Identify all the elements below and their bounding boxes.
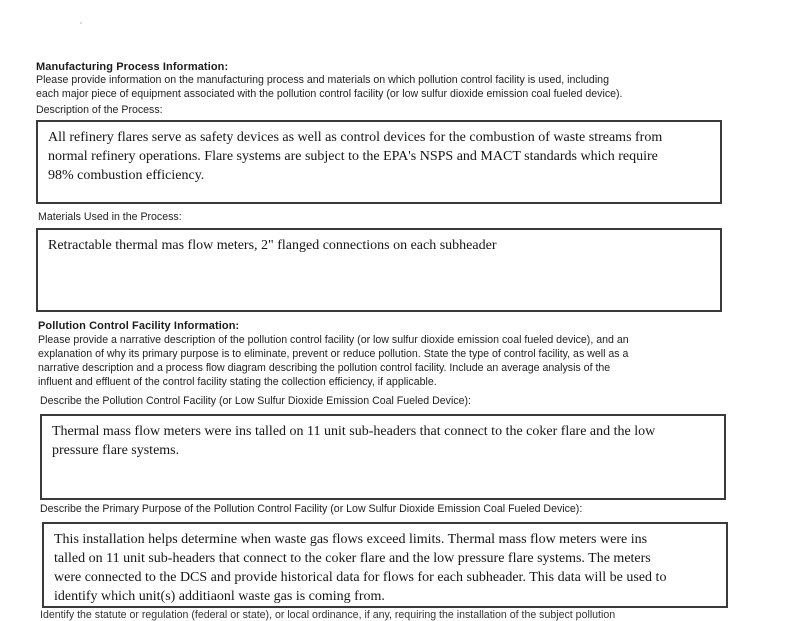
description-text bbox=[38, 122, 720, 185]
text-line: were connected to the DCS and provide historical data for flows for each subheader. This data will be used to bbox=[54, 570, 667, 585]
materials-text bbox=[38, 230, 720, 255]
instruction-line: explanation of why its primary purpose is to eliminate, prevent or reduce pollution. State the type of control facility, as well as a bbox=[38, 348, 629, 360]
describe-facility-label: Describe the Pollution Control Facility (or Low Sulfur Dioxide Emission Coal Fueled Device): bbox=[40, 395, 471, 407]
instruction-line: Please provide information on the manufacturing process and materials on which pollution control facility is used, including bbox=[36, 74, 609, 86]
text-line: identify which unit(s) additiaonl waste gas is coming from. bbox=[54, 589, 385, 604]
manufacturing-instructions bbox=[36, 73, 623, 101]
pollution-control-instructions bbox=[38, 333, 629, 389]
describe-facility-text bbox=[42, 416, 724, 460]
primary-purpose-field[interactable] bbox=[42, 522, 728, 608]
instruction-line: each major piece of equipment associated with the pollution control facility (or low sulfur dioxide emission coal fueled device). bbox=[36, 88, 623, 100]
text-line: normal refinery operations. Flare systems are subject to the EPA's NSPS and MACT standards which require bbox=[48, 149, 658, 164]
primary-purpose-text bbox=[44, 524, 726, 606]
instruction-line: Please provide a narrative description of the pollution control facility (or low sulfur dioxide emission coal fueled device), and an bbox=[38, 334, 629, 346]
text-line: All refinery flares serve as safety devices as well as control devices for the combustion of waste streams from bbox=[48, 130, 663, 145]
text-line: Thermal mass flow meters were ins talled on 11 unit sub-headers that connect to the coker flare and the low bbox=[52, 424, 656, 439]
description-label: Description of the Process: bbox=[36, 104, 163, 116]
describe-facility-field[interactable] bbox=[40, 414, 726, 500]
text-line: pressure flare systems. bbox=[52, 443, 180, 458]
statute-label-partial: Identify the statute or regulation (federal or state), or local ordinance, if any, requiring the installation of the subject pollution bbox=[40, 609, 616, 621]
materials-label: Materials Used in the Process: bbox=[38, 211, 182, 223]
text-line: This installation helps determine when waste gas flows exceed limits. Thermal mass flow meters were ins bbox=[54, 532, 648, 547]
instruction-line: narrative description and a process flow diagram describing the pollution control facility. Include an average analysis of the bbox=[38, 362, 611, 374]
pollution-control-section-title: Pollution Control Facility Information: bbox=[38, 320, 240, 332]
description-field[interactable] bbox=[36, 120, 722, 204]
instruction-line: influent and effluent of the control facility stating the collection efficiency, if applicable. bbox=[38, 376, 437, 388]
scan-speck bbox=[80, 22, 82, 24]
text-line: Retractable thermal mas flow meters, 2" flanged connections on each subheader bbox=[48, 238, 497, 253]
materials-field[interactable] bbox=[36, 228, 722, 312]
primary-purpose-label: Describe the Primary Purpose of the Pollution Control Facility (or Low Sulfur Dioxide Emission Coal Fueled Device): bbox=[40, 503, 583, 515]
text-line: talled on 11 unit sub-headers that connect to the coker flare and the low pressure flare systems. The meters bbox=[54, 551, 651, 566]
manufacturing-section-title: Manufacturing Process Information: bbox=[36, 61, 229, 73]
text-line: 98% combustion efficiency. bbox=[48, 168, 205, 183]
